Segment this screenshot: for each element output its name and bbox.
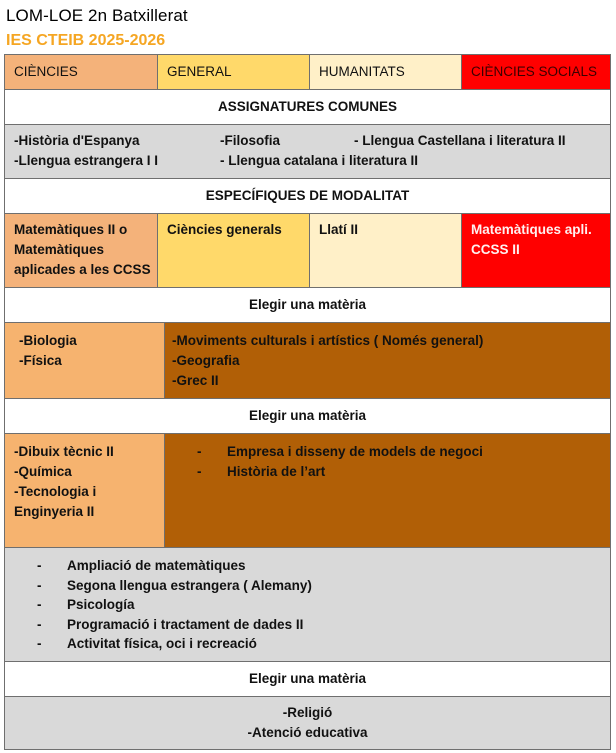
block1-moviments: -Moviments culturals i artístics ( Només general) — [172, 333, 484, 348]
page-subtitle: IES CTEIB 2025-2026 — [6, 32, 166, 49]
block2-quimica: -Química — [14, 464, 72, 479]
block4-religio: -Religió — [282, 705, 333, 720]
optativa-block-4 — [5, 697, 610, 749]
modality-ciencies: CIÈNCIES — [5, 55, 158, 89]
modality-humanitats: HUMANITATS — [310, 55, 462, 89]
block3-ampliacio: - Ampliació de matemàtiques — [37, 556, 610, 576]
choose-heading-row-3 — [5, 662, 610, 697]
block1-biologia: -Biologia — [19, 333, 77, 348]
choose-heading-1: Elegir una matèria — [5, 288, 610, 322]
especifica-general: Ciències generals — [158, 214, 310, 287]
especifica-ciencies: Matemàtiques II o Matemàtiques aplicades a les CCSS — [5, 214, 158, 287]
choose-heading-3: Elegir una matèria — [5, 662, 610, 696]
optativa-block-3 — [5, 548, 610, 662]
optativa-block-2 — [5, 434, 610, 548]
block4-list — [5, 697, 610, 749]
subject-estrangera: -Llengua estrangera I I — [14, 153, 159, 168]
block2-tecnologia: -Tecnologia i Enginyeria II — [14, 484, 97, 519]
block2-left — [5, 434, 165, 547]
subjects-table — [4, 54, 611, 750]
block1-right — [165, 323, 610, 398]
subject-catalana: - Llengua catalana i literatura II — [220, 153, 419, 168]
choose-heading-2: Elegir una matèria — [5, 399, 610, 433]
choose-heading-row-1 — [5, 288, 610, 323]
choose-heading-row-2 — [5, 399, 610, 434]
comunes-heading-row — [5, 90, 610, 125]
block3-list — [5, 548, 610, 661]
block3-programacio: - Programació i tractament de dades II — [37, 615, 610, 635]
block3-activitat-fisica: - Activitat física, oci i recreació — [37, 634, 610, 654]
modality-general: GENERAL — [158, 55, 310, 89]
page-title: LOM-LOE 2n Batxillerat — [6, 6, 188, 25]
modality-header-row — [5, 55, 610, 90]
especifiques-heading: ESPECÍFIQUES DE MODALITAT — [5, 179, 610, 213]
block3-segona-llengua: - Segona llengua estrangera ( Alemany) — [37, 576, 610, 596]
block1-geografia: -Geografia — [172, 353, 240, 368]
block2-right — [165, 434, 610, 547]
especifica-ciencies-socials: Matemàtiques apli. CCSS II — [462, 214, 610, 287]
comunes-content — [5, 125, 610, 179]
block2-empresa: - Empresa i disseny de models de negoci — [197, 442, 610, 462]
subject-castellana: - Llengua Castellana i literatura II — [354, 133, 566, 148]
subject-filosofia: -Filosofia — [220, 133, 280, 148]
block1-grec: -Grec II — [172, 373, 219, 388]
block1-left — [5, 323, 165, 398]
block4-atencio: -Atenció educativa — [247, 725, 368, 740]
block3-psicologia: - Psicología — [37, 595, 610, 615]
especifiques-heading-row — [5, 179, 610, 214]
optativa-block-1 — [5, 323, 610, 399]
especifiques-content — [5, 214, 610, 288]
comunes-heading: ASSIGNATURES COMUNES — [5, 90, 610, 124]
especifica-humanitats: Llatí II — [310, 214, 462, 287]
modality-ciencies-socials: CIÈNCIES SOCIALS — [462, 55, 610, 89]
block2-historia-art: - Història de l’art — [197, 462, 610, 482]
subject-historia: -Història d'Espanya — [14, 133, 140, 148]
block2-dibuix: -Dibuix tècnic II — [14, 444, 114, 459]
block1-fisica: -Física — [19, 353, 62, 368]
